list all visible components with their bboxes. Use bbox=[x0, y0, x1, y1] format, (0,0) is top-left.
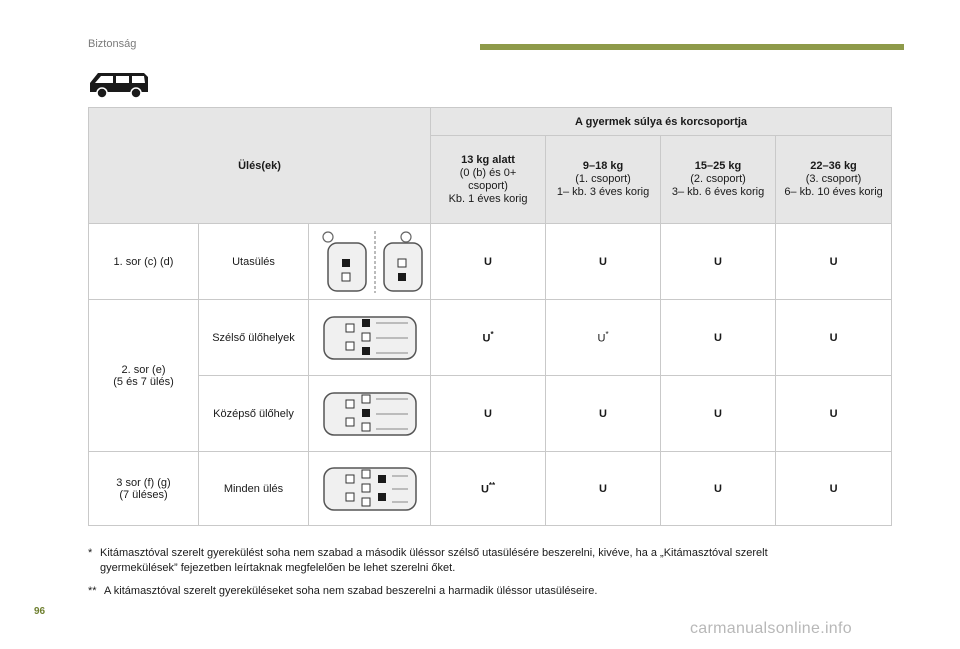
footnote-text: A kitámasztóval szerelt gyereküléseket soha nem szabad beszerelni a harmadik üléssor utasüléseire. bbox=[104, 585, 598, 597]
section-accent-bar bbox=[480, 44, 904, 50]
footnote-1 bbox=[88, 546, 860, 576]
header-group-1: 9–18 kg (1. csoport) 1– kb. 3 éves korig bbox=[546, 136, 661, 224]
seat-label: Szélső ülőhelyek bbox=[199, 300, 309, 376]
header-weight-group: A gyermek súlya és korcsoportja bbox=[431, 108, 892, 136]
seat-diagram-cell bbox=[309, 452, 431, 526]
value-cell: U bbox=[776, 300, 892, 376]
footnote-2 bbox=[88, 584, 864, 599]
row-label: 3 sor (f) (g) (7 üléses) bbox=[89, 452, 199, 526]
front-seat-diagram-icon bbox=[314, 229, 426, 295]
second-row-outer-diagram-icon bbox=[320, 313, 420, 363]
van-icon bbox=[86, 68, 152, 100]
value-cell: U bbox=[661, 300, 776, 376]
table-row bbox=[89, 452, 892, 526]
value-cell: U bbox=[776, 376, 892, 452]
value-cell: U bbox=[431, 224, 546, 300]
seat-label: Minden ülés bbox=[199, 452, 309, 526]
value-cell: U bbox=[661, 376, 776, 452]
value-cell: U bbox=[776, 452, 892, 526]
page-number: 96 bbox=[34, 606, 46, 617]
value-cell: U bbox=[776, 224, 892, 300]
value-cell: U bbox=[546, 224, 661, 300]
section-title: Biztonság bbox=[88, 38, 137, 50]
table-row bbox=[89, 300, 892, 376]
value-cell: U* bbox=[546, 300, 661, 376]
value-cell: U bbox=[661, 224, 776, 300]
seat-diagram-cell bbox=[309, 300, 431, 376]
second-row-middle-diagram-icon bbox=[320, 389, 420, 439]
row-label: 1. sor (c) (d) bbox=[89, 224, 199, 300]
third-row-diagram-icon bbox=[320, 464, 420, 514]
footnote-text: Kitámasztóval szerelt gyerekülést soha nem szabad a második üléssor szélső utasülésére beszerelni, kivéve, ha a „Kitámasztóval szerelt gyermekülések” fejezetben leírtaknak megfelelően be lehet szerelni őket. bbox=[100, 547, 768, 574]
value-cell: U** bbox=[431, 452, 546, 526]
child-seat-table bbox=[88, 107, 892, 526]
header-seat: Ülés(ek) bbox=[89, 108, 431, 224]
header-group-3: 22–36 kg (3. csoport) 6– kb. 10 éves korig bbox=[776, 136, 892, 224]
table-row bbox=[89, 376, 892, 452]
value-cell: U bbox=[431, 376, 546, 452]
header-group-0: 13 kg alatt (0 (b) és 0+ csoport) Kb. 1 éves korig bbox=[431, 136, 546, 224]
value-cell: U bbox=[546, 376, 661, 452]
seat-diagram-cell bbox=[309, 376, 431, 452]
seat-label: Középső ülőhely bbox=[199, 376, 309, 452]
footnote-mark: ** bbox=[88, 585, 97, 597]
table-row bbox=[89, 224, 892, 300]
watermark: carmanualsonline.info bbox=[690, 620, 852, 637]
header-group-2: 15–25 kg (2. csoport) 3– kb. 6 éves korig bbox=[661, 136, 776, 224]
seat-diagram-cell bbox=[309, 224, 431, 300]
value-cell: U bbox=[661, 452, 776, 526]
footnote-mark: * bbox=[88, 547, 93, 559]
seat-label: Utasülés bbox=[199, 224, 309, 300]
value-cell: U* bbox=[431, 300, 546, 376]
value-cell: U bbox=[546, 452, 661, 526]
row-label: 2. sor (e) (5 és 7 ülés) bbox=[89, 300, 199, 452]
